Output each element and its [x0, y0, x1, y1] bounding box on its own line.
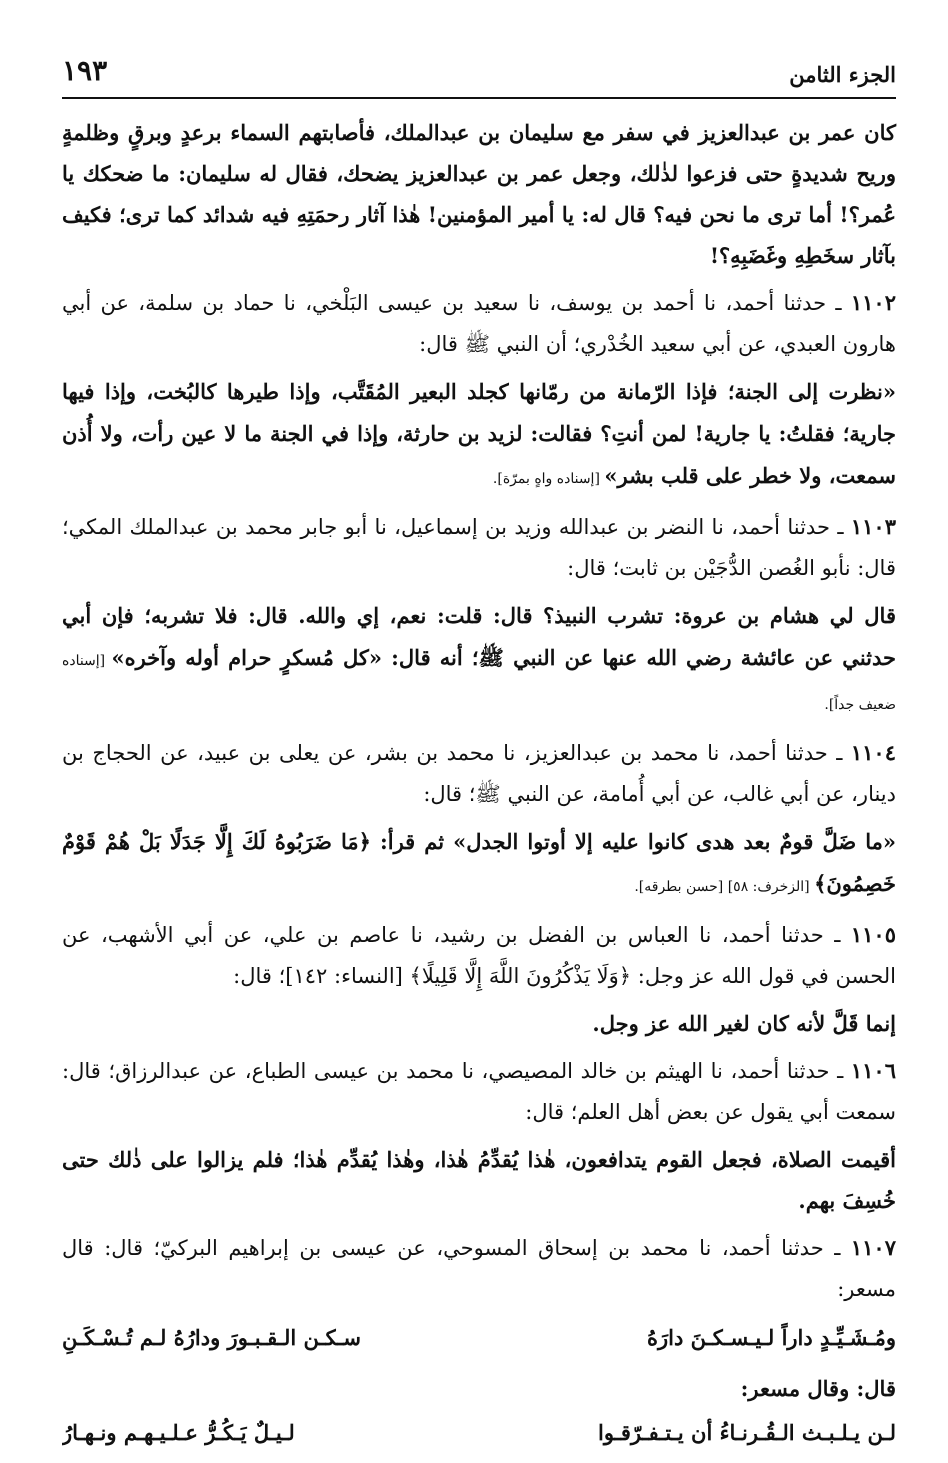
- verse-intro: قال: وقال مسعر:: [740, 1376, 896, 1401]
- page-body: [62, 112, 896, 1463]
- matn-text: «ما ضَلَّ قومٌ بعد هدى كانوا عليه إلا أوتوا الجدل» ثم قرأ: ﴿مَا ضَرَبُوهُ لَكَ إِلَّا جَدَلًا بَلْ هُمْ قَوْمٌ خَصِمُونَ﴾: [62, 829, 896, 896]
- isnad-text: ـ حدثنا أحمد، نا أحمد بن يوسف، نا سعيد بن عيسى البَلْخي، نا حماد بن سلمة، عن أبي هارون العبدي، عن أبي سعيد الخُدْري؛ أن النبي ﷺ قال:: [62, 291, 896, 356]
- poem-verse-2: [62, 1411, 896, 1455]
- hadith-number: ١١٠٤: [850, 740, 896, 765]
- isnad-text: ـ حدثنا أحمد، نا النضر بن عبدالله وزيد بن إسماعيل، نا أبو جابر محمد بن عبدالملك المكي؛ قال: نأبو الغُصن الدُّجَيْن بن ثابت؛ قال:: [62, 515, 896, 580]
- isnad-text: ـ حدثنا أحمد، نا محمد بن عبدالعزيز، نا محمد بن بشر، عن يعلى بن عبيد، عن الحجاج بن دينار، عن أبي غالب، عن أبي أُمامة، عن النبي ﷺ؛ قال:: [62, 741, 896, 806]
- hadith-1105-isnad: [62, 914, 896, 997]
- header-rule: [62, 97, 896, 99]
- matn-text: قال لي هشام بن عروة: تشرب النبيذ؟ قال: قلت: نعم، إي والله. قال: فلا تشربه؛ فإن أبي حدثني عن عائشة رضي الله عنها عن النبي ﷺ؛ أنه قال: «كل مُسكرٍ حرام أوله وآخره»: [62, 603, 896, 670]
- page-header: [62, 52, 896, 96]
- grade-note: [الزخرف: ٥٨] [حسن بطرقه].: [634, 879, 815, 895]
- verse-first-hemistich: ومُـشَـيِّـدٍ داراً لـيـسـكـنَ دارَهُ: [646, 1325, 896, 1350]
- hadith-1102-matn: [62, 371, 896, 500]
- poem-verse-1: [62, 1316, 896, 1360]
- hadith-number: ١١٠٦: [850, 1058, 896, 1083]
- isnad-text: ـ حدثنا أحمد، نا محمد بن إسحاق المسوحي، عن عيسى بن إبراهيم البركيّ؛ قال: قال مسعر:: [62, 1236, 896, 1301]
- hadith-1106-matn: أقيمت الصلاة، فجعل القوم يتدافعون، هٰذا يُقدِّمُ هٰذا، وهٰذا يُقدِّم هٰذا؛ فلم يزالوا على ذٰلك حتى خُسِفَ بهم.: [62, 1147, 896, 1213]
- running-title: الجزء الثامن: [789, 62, 896, 87]
- hadith-1103-isnad: [62, 506, 896, 589]
- verse-second-hemistich: لـيـلٌ يَـكُـرُّ عـلـيـهـم ونـهـارُ: [62, 1420, 295, 1445]
- paragraph-story: كان عمر بن عبدالعزيز في سفر مع سليمان بن عبدالملك، فأصابتهم السماء برعدٍ وبرقٍ وظلمةٍ وريح شديدةٍ حتى فزعوا لذٰلك، وجعل عمر بن عبدالعزيز يضحك، فقال له سليمان: ما ضحكك يا عُمر؟! أما ترى ما نحن فيه؟ قال له: يا أمير المؤمنين! هٰذا آثار رحمَتِهِ فيه شدائد كما ترى؛ فكيف بآثار سخَطِهِ وغَضَبِهِ؟!: [62, 120, 896, 268]
- hadith-1107-isnad: [62, 1227, 896, 1310]
- hadith-1106-isnad: [62, 1050, 896, 1133]
- grade-note: [إسناده واهٍ بمرّة].: [492, 471, 605, 487]
- matn-text: «نظرت إلى الجنة؛ فإذا الرّمانة من رمّانها كجلد البعير المُقَتَّب، وإذا طيرها كالبُخت، وإذا فيها جارية؛ فقلتُ: يا جارية! لمن أنتِ؟ فقالت: لزيد بن حارثة، وإذا في الجنة ما لا عين رأت، ولا أُذن سمعت، ولا خطر على قلب بشر»: [62, 379, 896, 488]
- hadith-number: ١١٠٥: [850, 922, 896, 947]
- isnad-text: ـ حدثنا أحمد، نا الهيثم بن خالد المصيصي، نا محمد بن عيسى الطباع، عن عبدالرزاق؛ قال: سمعت أبي يقول عن بعض أهل العلم؛ قال:: [62, 1059, 896, 1124]
- hadith-1104-matn: [62, 821, 896, 908]
- hadith-1102-isnad: [62, 282, 896, 365]
- page-number: ١٩٣: [62, 54, 108, 87]
- verse-first-hemistich: لـن يـلـبـث الـقُـرنـاءُ أن يـتـفـرّقـوا: [598, 1420, 896, 1445]
- hadith-number: ١١٠٧: [850, 1235, 896, 1260]
- hadith-number: ١١٠٣: [850, 514, 896, 539]
- grade-note: [إسناده ضعيف جداً].: [62, 653, 896, 713]
- hadith-1104-isnad: [62, 732, 896, 815]
- hadith-1105-matn: إنما قَلَّ لأنه كان لغير الله عز وجل.: [592, 1011, 896, 1036]
- hadith-number: ١١٠٢: [850, 290, 896, 315]
- verse-second-hemistich: سـكـن الـقـبـورَ ودارُهُ لـم تُـسْـكَـنِ: [62, 1325, 361, 1350]
- hadith-1103-matn: [62, 595, 896, 726]
- isnad-text: ـ حدثنا أحمد، نا العباس بن الفضل بن رشيد، نا عاصم بن علي، عن أبي الأشهب، عن الحسن في قول الله عز وجل: ﴿وَلَا يَذْكُرُونَ اللَّهَ إِلَّا قَلِيلًا﴾ [النساء: ١٤٢]؛ قال:: [62, 923, 896, 988]
